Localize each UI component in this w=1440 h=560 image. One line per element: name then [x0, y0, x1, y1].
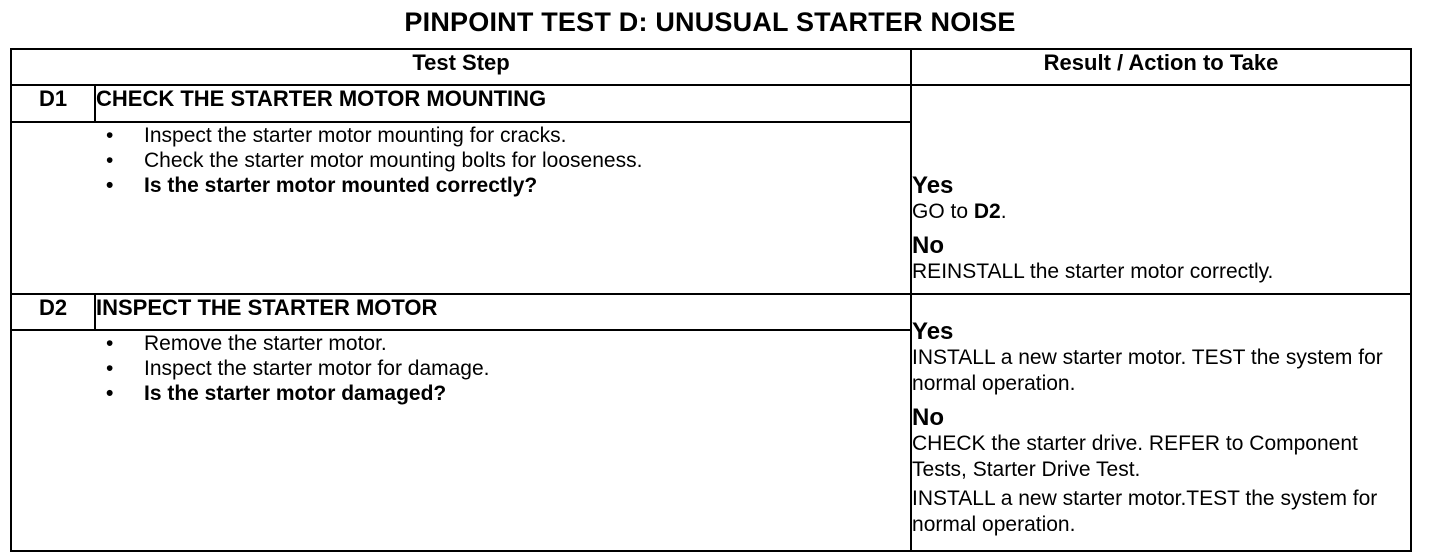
step-d1-bullet-list	[12, 123, 910, 198]
list-item: • Inspect the starter motor for damage.	[106, 357, 490, 381]
header-test-step: Test Step	[11, 49, 911, 85]
result-d1-no-label: No	[912, 231, 945, 259]
step-d1-title-row	[11, 85, 1411, 121]
list-item-question: • Is the starter motor mounted correctly?	[106, 173, 538, 197]
bullet-icon: •	[106, 148, 114, 172]
result-d2-no-label: No	[912, 403, 945, 431]
list-item: • Remove the starter motor.	[106, 332, 387, 356]
bullet-icon: •	[106, 332, 114, 356]
step-id-d1: D1	[11, 85, 95, 121]
bullet-icon: •	[106, 357, 114, 381]
list-item-question: • Is the starter motor damaged?	[106, 382, 447, 406]
header-result-action: Result / Action to Take	[911, 49, 1411, 85]
step-body-d1	[11, 122, 911, 294]
result-d1-yes-text: GO to D2.	[912, 199, 1007, 223]
pinpoint-test-table	[10, 48, 1412, 552]
result-d2-yes-text: INSTALL a new starter motor. TEST the system for normal operation.	[912, 345, 1383, 395]
result-d2-no-text-2: INSTALL a new starter motor.TEST the system for normal operation.	[912, 486, 1378, 536]
step-title-d2: INSPECT THE STARTER MOTOR	[95, 294, 911, 330]
step-d2-bullet-list	[12, 331, 910, 406]
result-d1-no-text: REINSTALL the starter motor correctly.	[912, 259, 1274, 283]
result-d2-yes-label: Yes	[912, 317, 954, 345]
result-d2-no-text-1: CHECK the starter drive. REFER to Component Tests, Starter Drive Test.	[912, 431, 1358, 481]
page-title: PINPOINT TEST D: UNUSUAL STARTER NOISE	[404, 7, 1016, 37]
bullet-icon: •	[106, 382, 114, 406]
step-id-d2: D2	[11, 294, 95, 330]
list-item: • Check the starter motor mounting bolts for looseness.	[106, 148, 643, 172]
step-d2-title-row	[11, 294, 1411, 330]
header-row	[11, 49, 1411, 85]
result-d1-yes-label: Yes	[912, 171, 954, 199]
bullet-icon: •	[106, 123, 114, 147]
result-d1	[911, 85, 1411, 293]
result-d1-yes-goto-step: D2	[973, 199, 1001, 223]
bullet-icon: •	[106, 173, 114, 197]
result-d2	[911, 294, 1411, 551]
step-title-d1: CHECK THE STARTER MOTOR MOUNTING	[95, 85, 911, 121]
step-body-d2	[11, 330, 911, 551]
list-item: • Inspect the starter motor mounting for cracks.	[106, 123, 567, 147]
